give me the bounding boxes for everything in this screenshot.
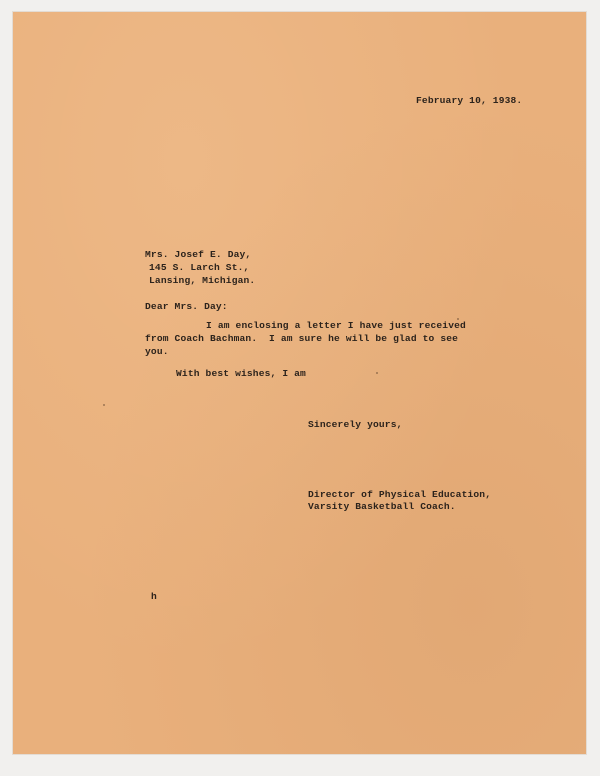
typist-initial: h	[151, 591, 157, 602]
body-line: I am enclosing a letter I have just received	[206, 320, 466, 331]
signature-title: Varsity Basketball Coach.	[308, 501, 456, 512]
paper-speck	[103, 404, 105, 406]
letter-date: February 10, 1938.	[416, 95, 523, 106]
complimentary-close: Sincerely yours,	[308, 419, 403, 430]
paper-speck	[376, 372, 378, 374]
recipient-street: 145 S. Larch St.,	[149, 262, 250, 273]
paper-speck	[457, 318, 459, 320]
recipient-city: Lansing, Michigan.	[149, 275, 256, 286]
body-line: from Coach Bachman. I am sure he will be glad to see	[145, 333, 459, 344]
signature-title: Director of Physical Education,	[308, 489, 492, 500]
closing-line: With best wishes, I am	[176, 368, 306, 379]
letter-page	[13, 12, 586, 754]
body-line: you.	[145, 346, 169, 357]
recipient-name: Mrs. Josef E. Day,	[145, 249, 252, 260]
salutation: Dear Mrs. Day:	[145, 301, 228, 312]
